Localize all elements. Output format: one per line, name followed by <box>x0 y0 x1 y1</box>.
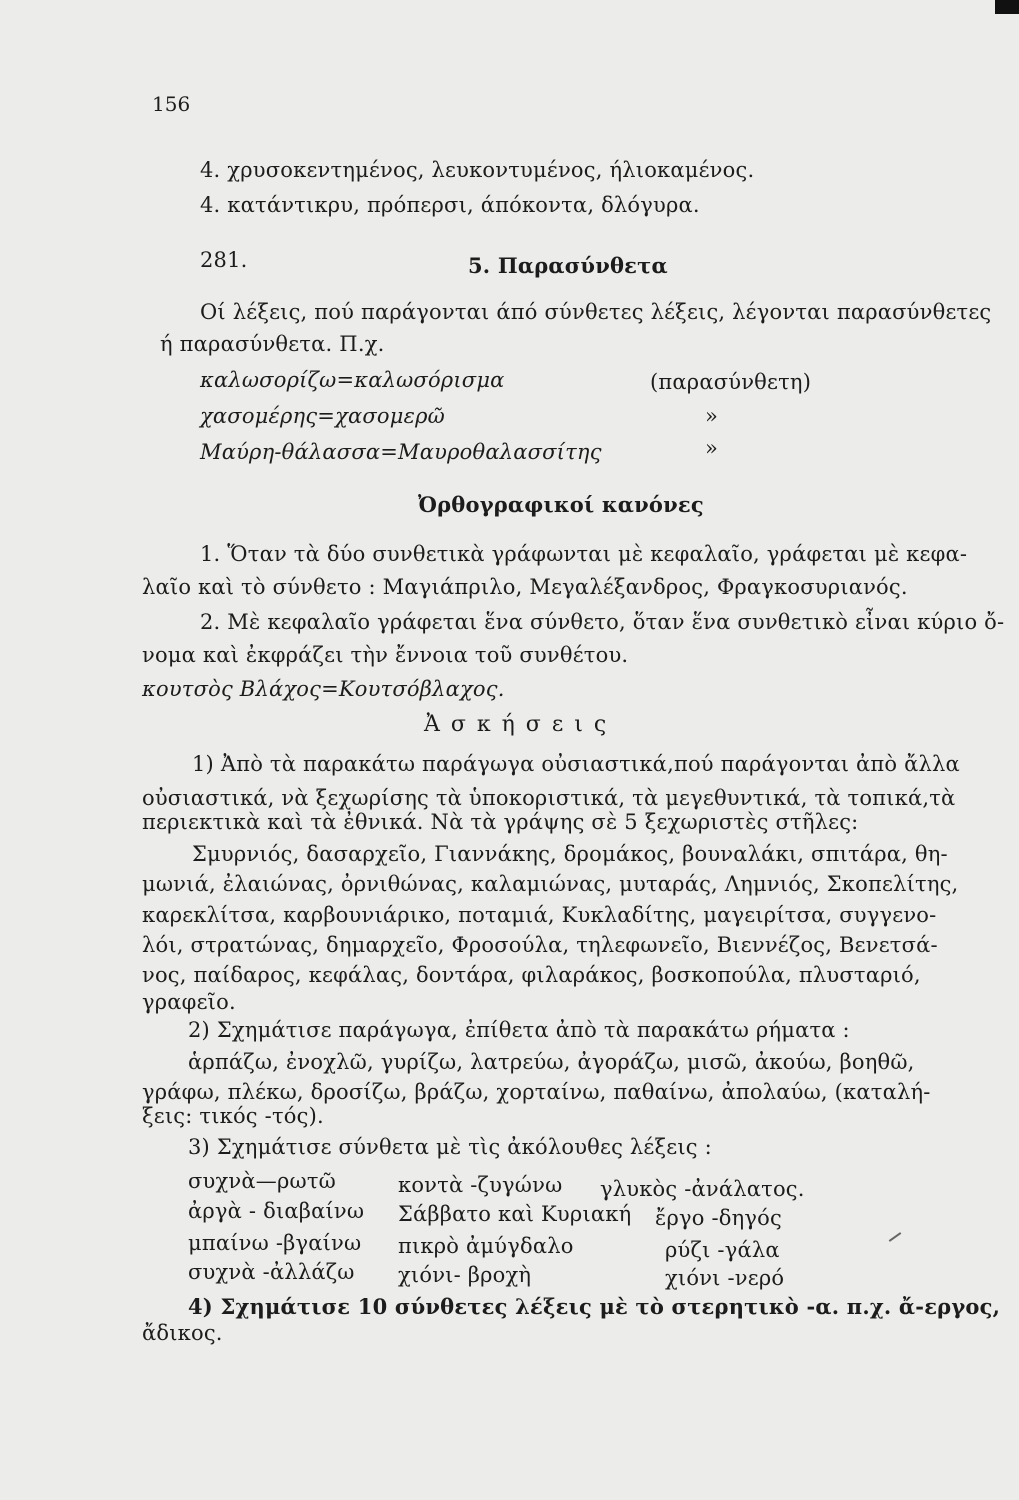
exercise-line: 4) Σχημάτισε 10 σύνθετες λέξεις μὲ τὸ στερητικὸ -α. π.χ. ἄ-εργος, <box>188 1294 1001 1319</box>
exercise-line: περιεκτικὰ καὶ τὰ ἐθνικά. Νὰ τὰ γράψης σὲ 5 ξεχωριστὲς στῆλες: <box>142 810 859 834</box>
rule-line: 2. Μὲ κεφαλαῖο γράφεται ἕνα σύνθετο, ὅταν ἕνα συνθετικὸ εἶναι κύριο ὄ- <box>200 610 1005 634</box>
example-word: Μαύρη-θάλασσα=Μαυροθαλασσίτης <box>200 440 602 464</box>
rule-example: κουτσὸς Βλάχος=Κουτσόβλαχος. <box>142 677 505 701</box>
exercise-line: καρεκλίτσα, καρβουνιάρικο, ποταμιά, Κυκλαδίτης, μαγειρίτσα, συγγενο- <box>142 903 937 927</box>
text-line: 4. χρυσοκεντημένος, λευκοντυμένος, ήλιοκαμένος. <box>200 158 755 182</box>
compound-word: πικρὸ ἀμύγδαλο <box>398 1234 574 1258</box>
exercise-line: 3) Σχημάτισε σύνθετα μὲ τὶς ἀκόλουθες λέξεις : <box>188 1135 712 1159</box>
exercise-line: ἄδικος. <box>142 1321 223 1345</box>
exercise-line: νος, παίδαρος, κεφάλας, δοντάρα, φιλαράκος, βοσκοπούλα, πλυσταριό, <box>142 963 921 987</box>
compound-word: χιόνι -νερό <box>665 1266 785 1290</box>
exercise-line: ἁρπάζω, ἐνοχλῶ, γυρίζω, λατρεύω, ἀγοράζω, μισῶ, ἀκούω, βοηθῶ, <box>188 1050 915 1074</box>
intro-line: Οί λέξεις, πού παράγονται άπό σύνθετες λέξεις, λέγονται παρασύνθετες <box>200 300 992 324</box>
exercise-line: γράφω, πλέκω, δροσίζω, βράζω, χορταίνω, παθαίνω, ἀπολαύω, (καταλή- <box>142 1080 931 1104</box>
exercise-line: γραφεῖο. <box>142 990 236 1014</box>
ink-mark <box>889 1232 902 1242</box>
example-note: » <box>705 404 719 428</box>
exercise-line: ξεις: τικός -τός). <box>142 1104 324 1128</box>
section-title: 5. Παρασύνθετα <box>468 253 668 278</box>
intro-line: ή παρασύνθετα. Π.χ. <box>160 332 385 356</box>
section-number: 281. <box>200 248 248 272</box>
exercise-line: λόι, στρατώνας, δημαρχεῖο, Φροσούλα, τηλεφωνεῖο, Βιεννέζος, Βενετσά- <box>142 933 938 957</box>
page-number: 156 <box>152 92 191 116</box>
compound-word: χιόνι- βροχὴ <box>398 1263 532 1287</box>
compound-word: συχνὰ—ρωτῶ <box>188 1169 336 1193</box>
compound-word: κοντὰ -ζυγώνω <box>398 1173 563 1197</box>
compound-word: μπαίνω -βγαίνω <box>188 1231 362 1255</box>
rule-line: λαῖο καὶ τὸ σύνθετο : Μαγιάπριλο, Μεγαλέξανδρος, Φραγκοσυριανός. <box>142 575 908 599</box>
compound-word: συχνὰ -ἀλλάζω <box>188 1260 355 1284</box>
exercise-line: 1) Ἀπὸ τὰ παρακάτω παράγωγα οὐσιαστικά,πού παράγονται ἀπὸ ἄλλα <box>192 752 960 776</box>
example-word: καλωσορίζω=καλωσόρισμα <box>200 368 505 392</box>
scan-corner-mark <box>995 0 1019 14</box>
example-note: » <box>705 436 719 460</box>
exercise-line: οὐσιαστικά, νὰ ξεχωρίσης τὰ ὑποκοριστικά, τὰ μεγεθυντικά, τὰ τοπικά,τὰ <box>142 786 956 810</box>
example-note: (παρασύνθετη) <box>650 370 812 394</box>
compound-word: ρύζι -γάλα <box>665 1238 780 1262</box>
compound-word: ἔργο -δηγός <box>655 1206 782 1230</box>
rules-title: Ὀρθογραφικοί κανόνες <box>418 492 704 517</box>
rule-line: νομα καὶ ἐκφράζει τὴν ἔννοια τοῦ συνθέτου. <box>142 643 629 667</box>
compound-word: Σάββατο καὶ Κυριακή <box>398 1202 632 1226</box>
exercise-line: 2) Σχημάτισε παράγωγα, ἐπίθετα ἀπὸ τὰ παρακάτω ρήματα : <box>188 1018 850 1042</box>
example-word: χασομέρης=χασομερῶ <box>200 404 445 428</box>
exercise-line: μωνιά, ἐλαιώνας, ὀρνιθώνας, καλαμιώνας, μυταράς, Λημνιός, Σκοπελίτης, <box>142 872 959 896</box>
exercises-title: Ἀ σ κ ή σ ε ι ς <box>424 712 609 737</box>
rule-line: 1. Ὅταν τὰ δύο συνθετικὰ γράφωνται μὲ κεφαλαῖο, γράφεται μὲ κεφα- <box>200 542 968 566</box>
exercise-line: Σμυρνιός, δασαρχεῖο, Γιαννάκης, δρομάκος, βουναλάκι, σπιτάρα, θη- <box>192 842 948 866</box>
compound-word: ἀργὰ - διαβαίνω <box>188 1199 365 1223</box>
text-line: 4. κατάντικρυ, πρόπερσι, άπόκοντα, δλόγυρα. <box>200 193 700 217</box>
compound-word: γλυκὸς -ἀνάλατος. <box>600 1177 805 1201</box>
